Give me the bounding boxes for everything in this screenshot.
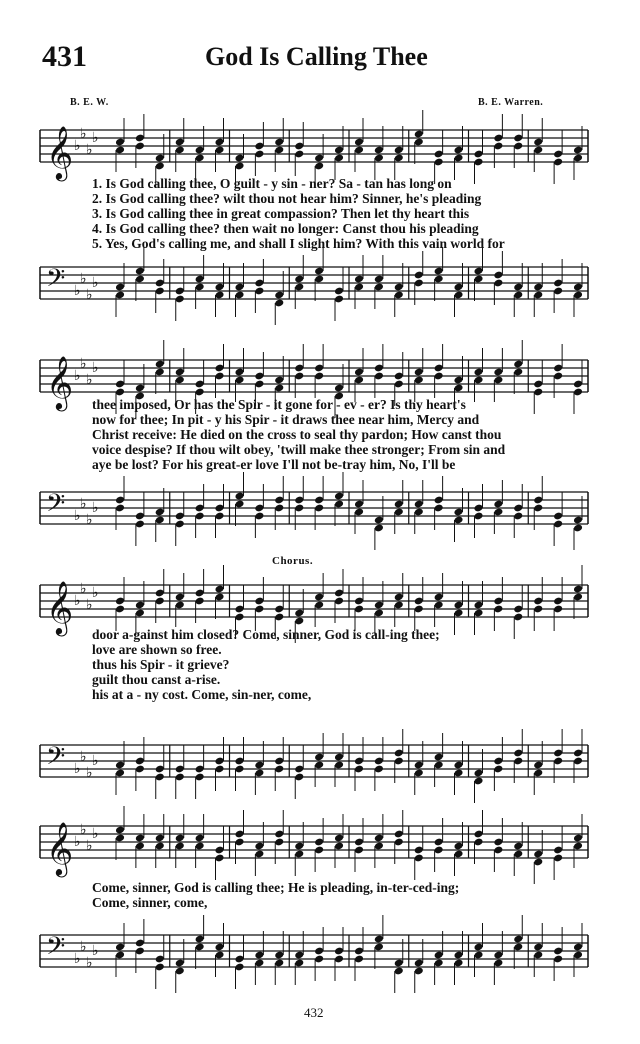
flat-icon: ♭ <box>92 585 99 601</box>
lyric-line: 5. Yes, God's calling me, and shall I slight him? With this vain world for <box>92 236 505 251</box>
flat-icon: ♭ <box>80 581 87 597</box>
lyric-line: guilt thou canst a-rise. <box>92 672 221 687</box>
flat-icon: ♭ <box>92 826 99 842</box>
lyric-line: 2. Is God calling thee? wilt thou not hear him? Sinner, he's pleading <box>92 191 482 206</box>
flat-icon: ♭ <box>80 356 87 372</box>
flat-icon: ♭ <box>92 275 99 291</box>
lyric-line: thus his Spir - it grieve? <box>92 657 230 672</box>
lyric-line: 1. Is God calling thee, O guilt - y sin - ner? Sa - tan has long on <box>92 176 452 191</box>
treble-staff <box>40 573 590 633</box>
flat-icon: ♭ <box>80 822 87 838</box>
hymn-title: God Is Calling Thee <box>205 42 428 71</box>
lyric-line: Christ receive: He died on the cross to seal thy pardon; How canst thou <box>92 427 502 442</box>
flat-icon: ♭ <box>86 372 93 388</box>
bass-clef-icon: 𝄢 <box>46 264 66 299</box>
chorus-label: Chorus. <box>272 555 314 567</box>
flat-icon: ♭ <box>74 951 81 967</box>
bass-clef-icon: 𝄢 <box>46 742 66 777</box>
flat-icon: ♭ <box>86 838 93 854</box>
flat-icon: ♭ <box>92 500 99 516</box>
flat-icon: ♭ <box>74 593 81 609</box>
bass-clef-icon: 𝄢 <box>46 489 66 524</box>
music-system-4 <box>40 808 590 988</box>
verse-lyrics <box>92 397 505 472</box>
lyric-line: aye be lost? For his great-er love I'll not be-tray him, No, I'll be <box>92 457 456 472</box>
treble-clef-icon: 𝄞 <box>46 125 74 179</box>
verse-lyrics <box>92 176 505 251</box>
bass-clef-icon: 𝄢 <box>46 932 66 967</box>
flat-icon: ♭ <box>80 496 87 512</box>
flat-icon: ♭ <box>74 283 81 299</box>
lyric-line: Come, sinner, come, <box>92 895 208 910</box>
treble-clef-icon: 𝄞 <box>46 580 74 634</box>
lyric-line: thee imposed, Or has the Spir - it gone for - ev - er? Is thy heart's <box>92 397 466 412</box>
bass-staff <box>40 733 590 793</box>
flat-icon: ♭ <box>80 271 87 287</box>
lyric-line: voice despise? If thou wilt obey, 'twill make thee stronger; From sin and <box>92 442 506 457</box>
music-system-3 <box>40 565 590 781</box>
flat-icon: ♭ <box>92 753 99 769</box>
page-number: 432 <box>304 1005 324 1020</box>
music-credit: B. E. Warren. <box>478 97 544 108</box>
treble-clef-icon: 𝄞 <box>46 821 74 875</box>
treble-clef-icon: 𝄞 <box>46 355 74 409</box>
music-system-1 <box>40 110 590 325</box>
flat-icon: ♭ <box>86 512 93 528</box>
lyric-line: Come, sinner, God is calling thee; He is pleading, in-ter-ced-ing; <box>92 880 460 895</box>
lyric-line: 4. Is God calling thee? then wait no longer: Canst thou his pleading <box>92 221 479 236</box>
bass-staff <box>40 480 590 540</box>
flat-icon: ♭ <box>86 287 93 303</box>
hymn-number: 431 <box>42 40 87 73</box>
flat-icon: ♭ <box>74 138 81 154</box>
flat-icon: ♭ <box>74 368 81 384</box>
flat-icon: ♭ <box>92 943 99 959</box>
flat-icon: ♭ <box>92 130 99 146</box>
flat-icon: ♭ <box>92 360 99 376</box>
flat-icon: ♭ <box>74 834 81 850</box>
flat-icon: ♭ <box>86 597 93 613</box>
flat-icon: ♭ <box>86 142 93 158</box>
lyric-line: love are shown so free. <box>92 642 222 657</box>
treble-staff <box>40 118 590 178</box>
bass-staff <box>40 923 590 983</box>
flat-icon: ♭ <box>74 761 81 777</box>
flat-icon: ♭ <box>80 126 87 142</box>
verse-lyrics <box>92 880 459 910</box>
verse-lyrics <box>92 627 440 702</box>
flat-icon: ♭ <box>86 765 93 781</box>
lyric-line: now for thee; In pit - y his Spir - it draws thee near him, Mercy and <box>92 412 480 427</box>
flat-icon: ♭ <box>74 508 81 524</box>
bass-staff <box>40 255 590 315</box>
flat-icon: ♭ <box>80 939 87 955</box>
music-system-2 <box>40 340 590 540</box>
lyric-line: his at a - ny cost. Come, sin-ner, come, <box>92 687 312 702</box>
treble-staff <box>40 814 590 874</box>
lyric-line: door a-gainst him closed? Come, sinner, God is call-ing thee; <box>92 627 440 642</box>
lyric-line: 3. Is God calling thee in great compassion? Then let thy heart this <box>92 206 470 221</box>
flat-icon: ♭ <box>86 955 93 971</box>
words-credit: B. E. W. <box>70 97 109 108</box>
flat-icon: ♭ <box>80 749 87 765</box>
